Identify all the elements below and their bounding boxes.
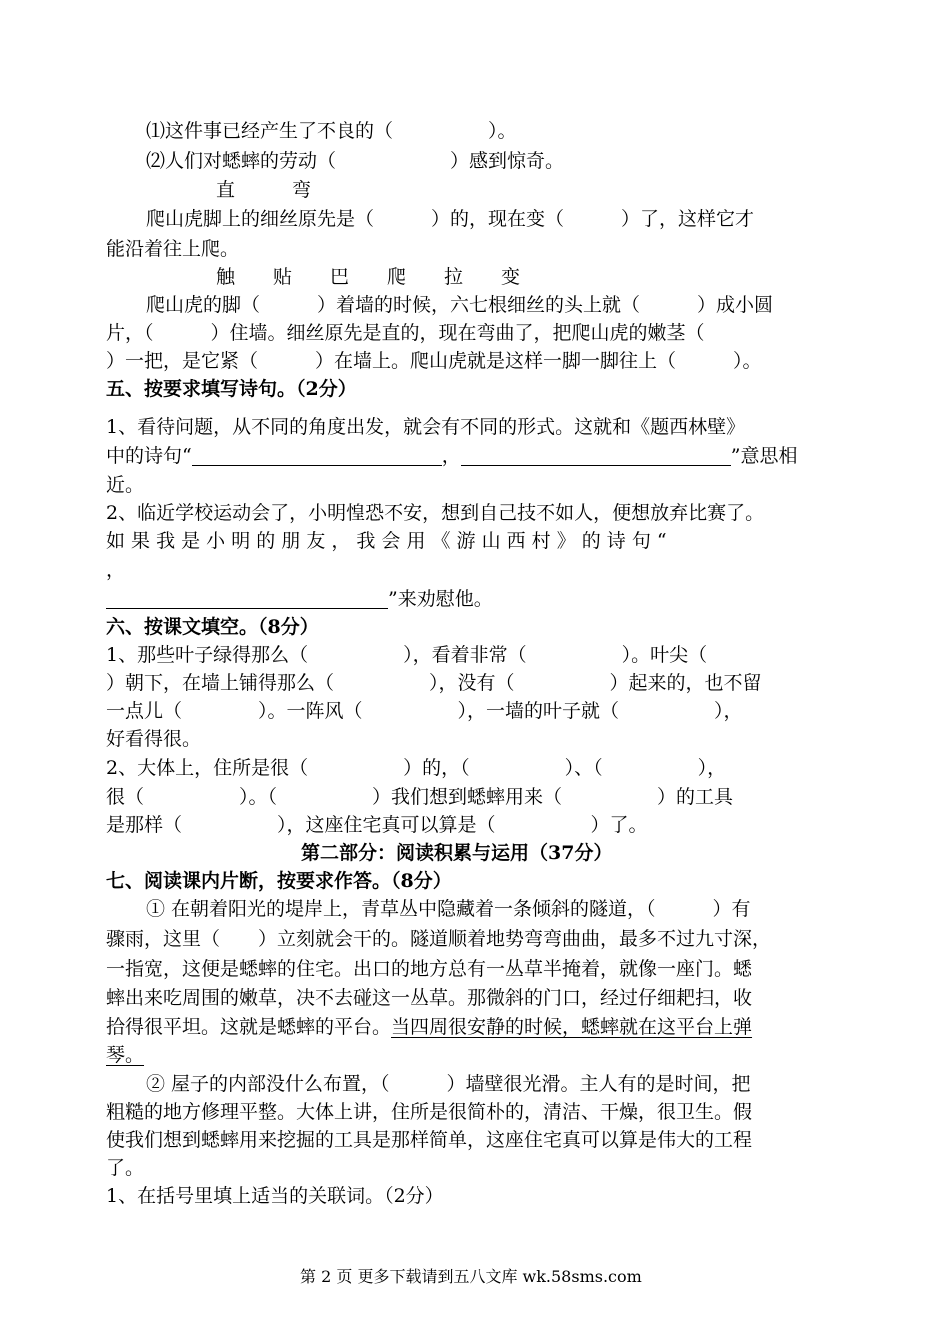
underlined-sentence: 当四周很安静的时候，蟋蟀就在这平台上弹 <box>391 1016 753 1038</box>
section-heading-7: 七、阅读课内片断，按要求作答。（8分） <box>106 870 452 892</box>
word-bank: 触 贴 巴 爬 拉 变 <box>216 266 521 288</box>
text-line: 好看得很。 <box>106 728 202 750</box>
underlined-sentence: 琴。 <box>106 1044 145 1066</box>
text-line: ⑵人们对蟋蟀的劳动（ ）感到惊奇。 <box>146 150 565 172</box>
text-fragment: 拾得很平坦。这就是蟋蟀的平台。 <box>106 1016 392 1038</box>
answer-blank[interactable] <box>461 445 731 466</box>
text-line: 能沿着往上爬。 <box>106 238 240 260</box>
text-line <box>106 1042 144 1068</box>
answer-blank[interactable] <box>192 445 442 466</box>
text-fragment: ”来劝慰他。 <box>388 588 493 610</box>
text-fragment: ”意思相 <box>730 445 798 467</box>
text-line: 骤雨，这里（ ）立刻就会干的。隧道顺着地势弯弯曲曲，最多不过九寸深， <box>106 928 772 950</box>
answer-blank[interactable] <box>106 588 388 609</box>
text-line: 2、大体上，住所是很（ ）的，（ ）、（ ）， <box>106 757 727 779</box>
text-line: 1、那些叶子绿得那么（ ），看着非常（ ）。叶尖（ <box>106 644 708 666</box>
text-line: 一指宽，这便是蟋蟀的住宅。出口的地方总有一丛草半掩着，就像一座门。蟋 <box>106 958 753 980</box>
text-line: 粗糙的地方修理平整。大体上讲，住所是很简朴的，清洁、干燥，很卫生。假 <box>106 1101 753 1123</box>
text-fragment: 中的诗句“ <box>106 445 192 467</box>
page-footer: 第 2 页 更多下载请到五八文库 wk.58sms.com <box>300 1267 642 1286</box>
text-line: 是那样（ ），这座住宅真可以算是（ ）了。 <box>106 814 648 836</box>
text-line: ② 屋子的内部没什么布置，（ ）墙壁很光滑。主人有的是时间，把 <box>146 1073 751 1095</box>
part-heading: 第二部分：阅读积累与运用（37分） <box>301 842 613 864</box>
text-fragment: ， <box>441 445 461 467</box>
text-line: 很（ ）。（ ）我们想到蟋蟀用来（ ）的工具 <box>106 786 734 808</box>
text-line: ⑴这件事已经产生了不良的（ ）。 <box>146 120 517 142</box>
question-line: 1、在括号里填上适当的关联词。（2分） <box>106 1185 444 1207</box>
text-line: ， <box>106 559 126 581</box>
text-line: 2、临近学校运动会了，小明惶恐不安，想到自己技不如人，便想放弃比赛了。 <box>106 502 765 524</box>
text-line: 蟀出来吃周围的嫩草，决不去碰这一丛草。那微斜的门口，经过仔细耙扫，收 <box>106 987 753 1009</box>
section-heading-6: 六、按课文填空。（8分） <box>106 616 319 638</box>
text-line: ）一把，是它紧（ ）在墙上。爬山虎就是这样一脚一脚往上（ ）。 <box>106 350 762 372</box>
section-heading-5: 五、按要求填写诗句。（2分） <box>106 378 357 400</box>
text-line: 如 果 我 是 小 明 的 朋 友 ， 我 会 用 《 游 山 西 村 》 的 诗 句 “ <box>106 530 667 552</box>
text-line: 使我们想到蟋蟀用来挖掘的工具是那样简单，这座住宅真可以算是伟大的工程 <box>106 1129 753 1151</box>
text-line: 爬山虎的脚（ ）着墙的时候，六七根细丝的头上就（ ）成小圆 <box>146 294 774 316</box>
poem-fill-line <box>106 443 797 469</box>
text-line: 片，（ ）住墙。细丝原先是直的，现在弯曲了，把爬山虎的嫩茎（ <box>106 322 705 344</box>
word-bank: 直 弯 <box>216 179 312 201</box>
text-line: 一点儿（ ）。一阵风（ ），一墙的叶子就（ ）， <box>106 700 743 722</box>
text-line: 近。 <box>106 474 145 496</box>
poem-fill-line <box>106 586 493 612</box>
text-line: 爬山虎脚上的细丝原先是（ ）的，现在变（ ）了，这样它才 <box>146 208 755 230</box>
text-line: ）朝下，在墙上铺得那么（ ），没有（ ）起来的，也不留 <box>106 672 762 694</box>
text-line: 1、看待问题，从不同的角度出发，就会有不同的形式。这就和《题西林壁》 <box>106 416 746 438</box>
text-line: ① 在朝着阳光的堤岸上，青草丛中隐藏着一条倾斜的隧道，（ ）有 <box>146 898 751 920</box>
text-line: 了。 <box>106 1157 145 1179</box>
text-line <box>106 1014 752 1040</box>
